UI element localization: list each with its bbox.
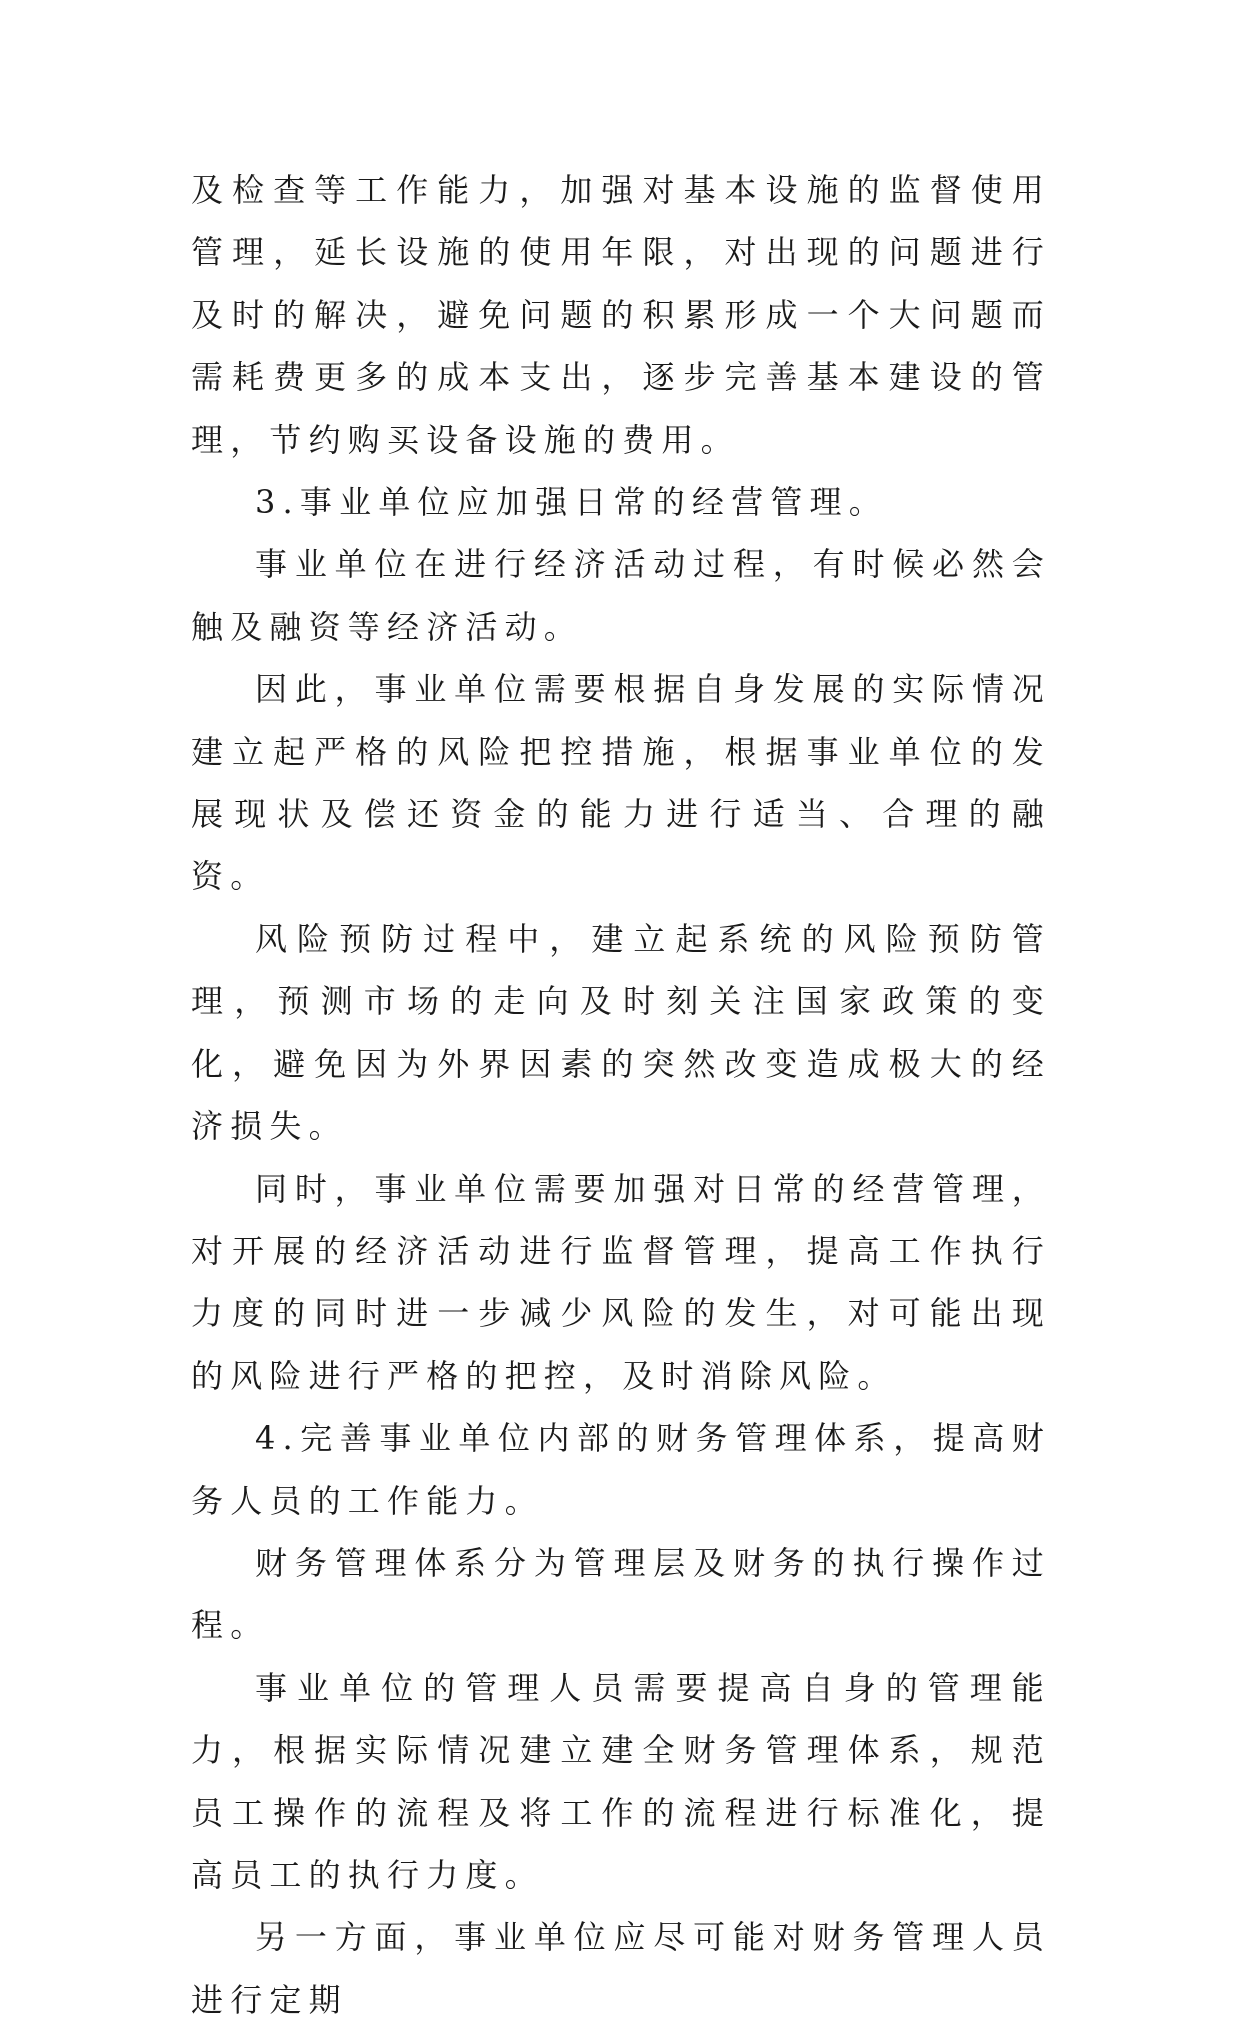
paragraph-1: 及检查等工作能力，加强对基本设施的监督使用管理，延长设施的使用年限，对出现的问题进行及时的解决，避免问题的积累形成一个大问题而需耗费更多的成本支出，逐步完善基本建设的管理，节约购买设备设施的费用。 <box>191 171 1051 459</box>
document-body <box>191 159 1051 2031</box>
paragraph-6: 同时，事业单位需要加强对日常的经营管理，对开展的经济活动进行监督管理，提高工作执行力度的同时进一步减少风险的发生，对可能出现的风险进行严格的把控，及时消除风险。 <box>191 1169 1051 1395</box>
paragraph-2-heading: 3.事业单位应加强日常的经营管理。 <box>255 483 888 522</box>
paragraph-3: 事业单位在进行经济活动过程，有时候必然会触及融资等经济活动。 <box>191 545 1051 646</box>
paragraph-10: 另一方面，事业单位应尽可能对财务管理人员进行定期 <box>191 1918 1051 2019</box>
paragraph-8: 财务管理体系分为管理层及财务的执行操作过程。 <box>191 1543 1051 1645</box>
paragraph-4: 因此，事业单位需要根据自身发展的实际情况建立起严格的风险把控措施，根据事业单位的发展现状及偿还资金的能力进行适当、合理的融资。 <box>191 670 1051 896</box>
paragraph-9: 事业单位的管理人员需要提高自身的管理能力，根据实际情况建立建全财务管理体系，规范员工操作的流程及将工作的流程进行标准化，提高员工的执行力度。 <box>191 1668 1051 1894</box>
paragraph-5: 风险预防过程中，建立起系统的风险预防管理，预测市场的走向及时刻关注国家政策的变化，避免因为外界因素的突然改变造成极大的经济损失。 <box>191 919 1051 1146</box>
paragraph-7-heading: 4.完善事业单位内部的财务管理体系，提高财务人员的工作能力。 <box>191 1419 1051 1520</box>
